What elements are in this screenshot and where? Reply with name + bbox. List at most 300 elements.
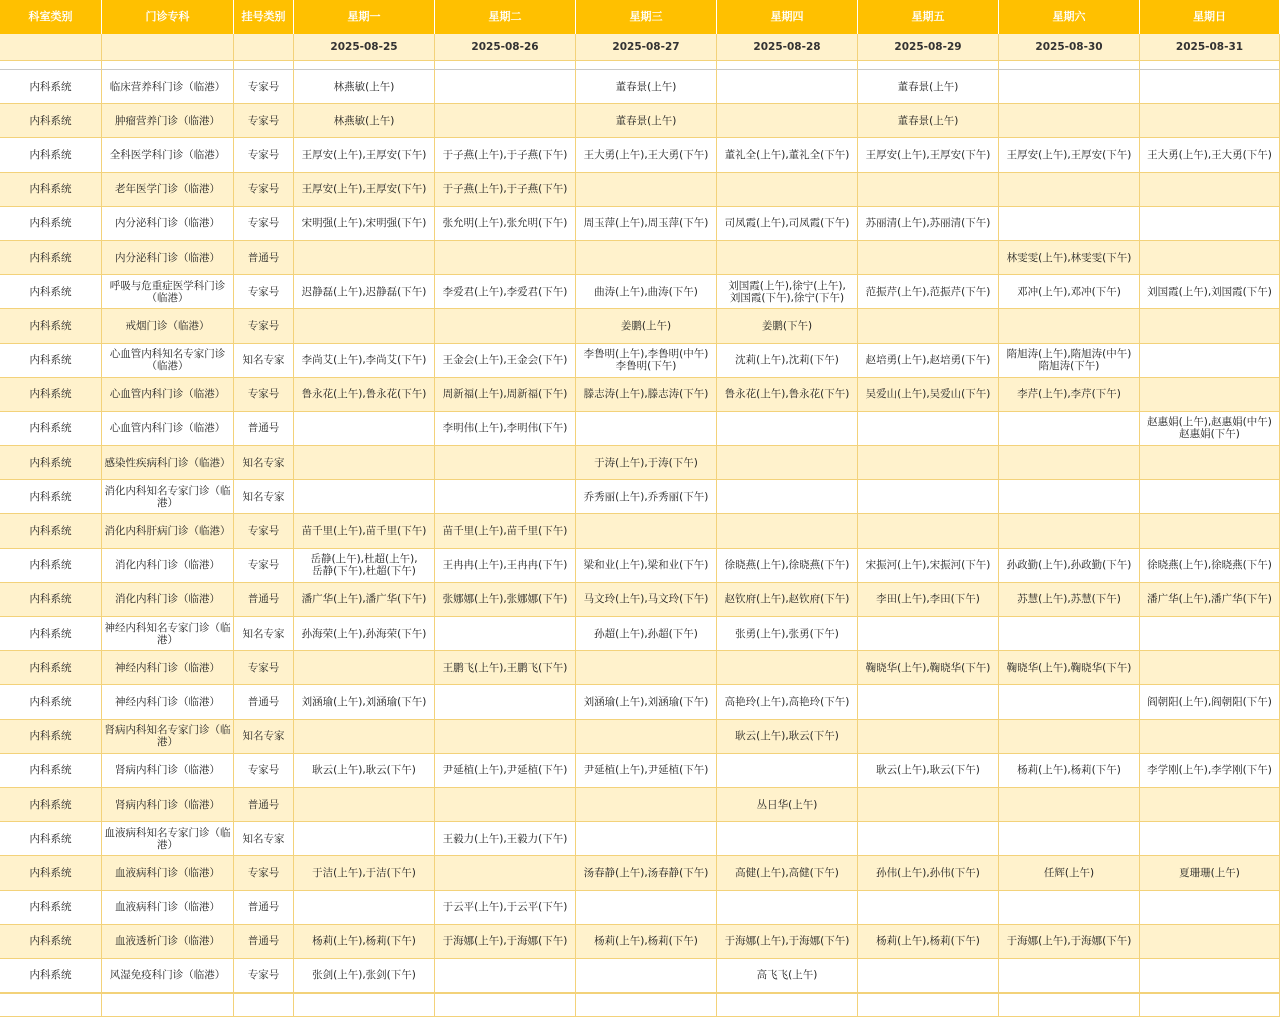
schedule-cell	[1140, 446, 1280, 480]
schedule-cell	[576, 514, 717, 548]
schedule-cell	[717, 651, 858, 685]
schedule-cell: 于海娜(上午),于海娜(下午)	[435, 925, 576, 959]
header-saturday: 星期六	[999, 0, 1140, 34]
schedule-cell: 任辉(上午)	[999, 856, 1140, 890]
schedule-cell	[1140, 241, 1280, 275]
schedule-cell: 汤春静(上午),汤春静(下午)	[576, 856, 717, 890]
empty-cell	[999, 993, 1140, 1017]
schedule-cell	[858, 891, 999, 925]
schedule-cell	[717, 514, 858, 548]
schedule-cell	[435, 685, 576, 719]
schedule-cell: 姜鹏(上午)	[576, 309, 717, 343]
schedule-cell	[435, 720, 576, 754]
schedule-cell: 王厚安(上午),王厚安(下午)	[294, 173, 435, 207]
schedule-cell	[999, 104, 1140, 138]
clinic-name-cell: 神经内科门诊（临港）	[102, 685, 234, 719]
schedule-cell: 刘涵瑜(上午),刘涵瑜(下午)	[576, 685, 717, 719]
schedule-cell: 于洁(上午),于洁(下午)	[294, 856, 435, 890]
schedule-cell	[999, 822, 1140, 856]
schedule-cell	[858, 480, 999, 514]
dept-category-cell: 内科系统	[0, 412, 102, 446]
schedule-cell	[999, 891, 1140, 925]
schedule-cell	[717, 412, 858, 446]
date-wednesday: 2025-08-27	[576, 34, 717, 61]
schedule-cell: 夏珊珊(上午)	[1140, 856, 1280, 890]
schedule-cell	[576, 822, 717, 856]
schedule-cell	[858, 446, 999, 480]
spacer	[234, 61, 294, 70]
dept-category-cell: 内科系统	[0, 720, 102, 754]
registration-type-cell: 专家号	[234, 549, 294, 583]
schedule-cell: 王厚安(上午),王厚安(下午)	[294, 138, 435, 172]
schedule-cell	[999, 309, 1140, 343]
spacer	[858, 61, 999, 70]
schedule-cell: 李田(上午),李田(下午)	[858, 583, 999, 617]
schedule-cell: 司凤霞(上午),司凤霞(下午)	[717, 207, 858, 241]
schedule-cell: 董春景(上午)	[576, 104, 717, 138]
schedule-cell	[717, 446, 858, 480]
dept-category-cell: 内科系统	[0, 788, 102, 822]
clinic-name-cell: 消化内科知名专家门诊（临港）	[102, 480, 234, 514]
date-sunday: 2025-08-31	[1140, 34, 1280, 61]
clinic-name-cell: 感染性疾病科门诊（临港）	[102, 446, 234, 480]
registration-type-cell: 专家号	[234, 514, 294, 548]
schedule-cell: 李芹(上午),李芹(下午)	[999, 378, 1140, 412]
clinic-name-cell: 内分泌科门诊（临港）	[102, 207, 234, 241]
schedule-cell	[858, 822, 999, 856]
schedule-cell: 李鲁明(上午),李鲁明(中午) 李鲁明(下午)	[576, 344, 717, 378]
schedule-cell	[999, 207, 1140, 241]
header-thursday: 星期四	[717, 0, 858, 34]
schedule-cell: 张剑(上午),张剑(下午)	[294, 959, 435, 993]
clinic-name-cell: 血液透析门诊（临港）	[102, 925, 234, 959]
header-sunday: 星期日	[1140, 0, 1280, 34]
dept-category-cell: 内科系统	[0, 685, 102, 719]
registration-type-cell: 知名专家	[234, 480, 294, 514]
registration-type-cell: 知名专家	[234, 446, 294, 480]
schedule-cell: 阎朝阳(上午),阎朝阳(下午)	[1140, 685, 1280, 719]
schedule-cell	[858, 241, 999, 275]
schedule-cell	[435, 788, 576, 822]
schedule-cell	[858, 685, 999, 719]
schedule-cell: 林雯雯(上午),林雯雯(下午)	[999, 241, 1140, 275]
schedule-cell	[999, 412, 1140, 446]
schedule-cell	[435, 617, 576, 651]
schedule-cell	[294, 241, 435, 275]
registration-type-cell: 专家号	[234, 138, 294, 172]
dept-category-cell: 内科系统	[0, 309, 102, 343]
schedule-cell	[576, 720, 717, 754]
schedule-cell: 尹延植(上午),尹延植(下午)	[576, 754, 717, 788]
schedule-cell: 刘涵瑜(上午),刘涵瑜(下午)	[294, 685, 435, 719]
schedule-cell: 王毅力(上午),王毅力(下午)	[435, 822, 576, 856]
schedule-cell	[576, 788, 717, 822]
schedule-cell: 高飞飞(上午)	[717, 959, 858, 993]
schedule-cell: 刘国霞(上午),徐宁(上午), 刘国霞(下午),徐宁(下午)	[717, 275, 858, 309]
schedule-cell	[1140, 720, 1280, 754]
date-row-blank	[102, 34, 234, 61]
schedule-cell	[1140, 104, 1280, 138]
schedule-cell: 梁和业(上午),梁和业(下午)	[576, 549, 717, 583]
dept-category-cell: 内科系统	[0, 344, 102, 378]
schedule-cell	[1140, 822, 1280, 856]
schedule-cell: 鲁永花(上午),鲁永花(下午)	[717, 378, 858, 412]
spacer	[1140, 61, 1280, 70]
schedule-cell	[858, 173, 999, 207]
schedule-cell: 耿云(上午),耿云(下午)	[717, 720, 858, 754]
schedule-cell: 鲁永花(上午),鲁永花(下午)	[294, 378, 435, 412]
clinic-name-cell: 全科医学科门诊（临港）	[102, 138, 234, 172]
schedule-cell: 岳静(上午),杜超(上午), 岳静(下午),杜超(下午)	[294, 549, 435, 583]
schedule-cell	[999, 173, 1140, 207]
schedule-cell: 李尚艾(上午),李尚艾(下午)	[294, 344, 435, 378]
dept-category-cell: 内科系统	[0, 549, 102, 583]
clinic-name-cell: 肾病内科门诊（临港）	[102, 788, 234, 822]
registration-type-cell: 专家号	[234, 275, 294, 309]
schedule-cell: 王大勇(上午),王大勇(下午)	[576, 138, 717, 172]
date-thursday: 2025-08-28	[717, 34, 858, 61]
schedule-cell: 王大勇(上午),王大勇(下午)	[1140, 138, 1280, 172]
schedule-cell: 于子燕(上午),于子燕(下午)	[435, 138, 576, 172]
dept-category-cell: 内科系统	[0, 822, 102, 856]
schedule-cell	[858, 720, 999, 754]
schedule-cell: 王鹏飞(上午),王鹏飞(下午)	[435, 651, 576, 685]
schedule-cell	[858, 412, 999, 446]
clinic-name-cell: 血液病科门诊（临港）	[102, 856, 234, 890]
schedule-cell: 沈莉(上午),沈莉(下午)	[717, 344, 858, 378]
dept-category-cell: 内科系统	[0, 275, 102, 309]
schedule-cell	[858, 788, 999, 822]
dept-category-cell: 内科系统	[0, 617, 102, 651]
schedule-cell: 范振芹(上午),范振芹(下午)	[858, 275, 999, 309]
schedule-cell: 董春景(上午)	[858, 70, 999, 104]
schedule-cell: 周玉萍(上午),周玉萍(下午)	[576, 207, 717, 241]
dept-category-cell: 内科系统	[0, 138, 102, 172]
empty-cell	[234, 993, 294, 1017]
dept-category-cell: 内科系统	[0, 104, 102, 138]
registration-type-cell: 专家号	[234, 378, 294, 412]
schedule-cell	[1140, 514, 1280, 548]
schedule-cell	[1140, 344, 1280, 378]
schedule-cell: 姜鹏(下午)	[717, 309, 858, 343]
schedule-cell: 孙政勤(上午),孙政勤(下午)	[999, 549, 1140, 583]
clinic-name-cell: 内分泌科门诊（临港）	[102, 241, 234, 275]
schedule-cell: 周新福(上午),周新福(下午)	[435, 378, 576, 412]
schedule-cell	[717, 754, 858, 788]
empty-cell	[717, 993, 858, 1017]
registration-type-cell: 专家号	[234, 959, 294, 993]
schedule-cell: 于云平(上午),于云平(下午)	[435, 891, 576, 925]
schedule-cell	[1140, 309, 1280, 343]
schedule-cell: 孙伟(上午),孙伟(下午)	[858, 856, 999, 890]
schedule-cell	[999, 720, 1140, 754]
schedule-cell	[999, 446, 1140, 480]
schedule-cell: 丛日华(上午)	[717, 788, 858, 822]
schedule-cell	[1140, 70, 1280, 104]
schedule-cell	[1140, 651, 1280, 685]
schedule-cell: 赵钦府(上午),赵钦府(下午)	[717, 583, 858, 617]
registration-type-cell: 专家号	[234, 856, 294, 890]
schedule-cell	[1140, 207, 1280, 241]
empty-cell	[0, 993, 102, 1017]
schedule-cell: 隋旭涛(上午),隋旭涛(中午) 隋旭涛(下午)	[999, 344, 1140, 378]
clinic-name-cell: 肾病内科知名专家门诊（临港）	[102, 720, 234, 754]
schedule-cell	[1140, 891, 1280, 925]
schedule-cell: 杨莉(上午),杨莉(下午)	[858, 925, 999, 959]
schedule-cell: 滕志涛(上午),滕志涛(下午)	[576, 378, 717, 412]
registration-type-cell: 普通号	[234, 891, 294, 925]
clinic-name-cell: 血液病科门诊（临港）	[102, 891, 234, 925]
schedule-cell	[717, 480, 858, 514]
clinic-name-cell: 消化内科肝病门诊（临港）	[102, 514, 234, 548]
schedule-cell: 林燕敏(上午)	[294, 104, 435, 138]
clinic-name-cell: 心血管内科门诊（临港）	[102, 412, 234, 446]
empty-cell	[576, 993, 717, 1017]
schedule-cell	[576, 241, 717, 275]
spacer	[294, 61, 435, 70]
schedule-cell	[576, 959, 717, 993]
schedule-cell: 董春景(上午)	[858, 104, 999, 138]
dept-category-cell: 内科系统	[0, 514, 102, 548]
schedule-cell: 林燕敏(上午)	[294, 70, 435, 104]
schedule-cell: 张允明(上午),张允明(下午)	[435, 207, 576, 241]
schedule-cell: 张娜娜(上午),张娜娜(下午)	[435, 583, 576, 617]
schedule-cell	[717, 241, 858, 275]
schedule-cell: 迟静磊(上午),迟静磊(下午)	[294, 275, 435, 309]
clinic-name-cell: 消化内科门诊（临港）	[102, 583, 234, 617]
schedule-cell	[435, 446, 576, 480]
spacer	[999, 61, 1140, 70]
clinic-name-cell: 血液病科知名专家门诊（临港）	[102, 822, 234, 856]
spacer	[435, 61, 576, 70]
schedule-cell	[999, 685, 1140, 719]
schedule-cell	[717, 104, 858, 138]
schedule-cell	[717, 70, 858, 104]
schedule-cell: 高艳玲(上午),高艳玲(下午)	[717, 685, 858, 719]
schedule-cell: 高健(上午),高健(下午)	[717, 856, 858, 890]
schedule-cell: 李爱君(上午),李爱君(下午)	[435, 275, 576, 309]
schedule-cell: 徐晓燕(上午),徐晓燕(下午)	[1140, 549, 1280, 583]
empty-cell	[435, 993, 576, 1017]
schedule-cell: 苏丽清(上午),苏丽清(下午)	[858, 207, 999, 241]
schedule-cell	[294, 822, 435, 856]
schedule-cell	[1140, 788, 1280, 822]
registration-type-cell: 专家号	[234, 754, 294, 788]
registration-type-cell: 专家号	[234, 207, 294, 241]
schedule-cell: 孙超(上午),孙超(下午)	[576, 617, 717, 651]
schedule-cell: 杨莉(上午),杨莉(下午)	[576, 925, 717, 959]
clinic-name-cell: 心血管内科知名专家门诊（临港）	[102, 344, 234, 378]
schedule-cell	[1140, 617, 1280, 651]
schedule-cell: 王厚安(上午),王厚安(下午)	[999, 138, 1140, 172]
schedule-cell: 刘国霞(上午),刘国霞(下午)	[1140, 275, 1280, 309]
schedule-cell: 乔秀丽(上午),乔秀丽(下午)	[576, 480, 717, 514]
schedule-cell	[576, 412, 717, 446]
schedule-cell: 耿云(上午),耿云(下午)	[294, 754, 435, 788]
schedule-cell	[576, 173, 717, 207]
schedule-cell: 王厚安(上午),王厚安(下午)	[858, 138, 999, 172]
schedule-cell: 赵惠娟(上午),赵惠娟(中午) 赵惠娟(下午)	[1140, 412, 1280, 446]
schedule-cell: 王冉冉(上午),王冉冉(下午)	[435, 549, 576, 583]
registration-type-cell: 专家号	[234, 309, 294, 343]
schedule-cell	[435, 856, 576, 890]
schedule-cell	[717, 891, 858, 925]
schedule-cell: 徐晓燕(上午),徐晓燕(下午)	[717, 549, 858, 583]
schedule-cell: 鞠晓华(上午),鞠晓华(下午)	[858, 651, 999, 685]
clinic-name-cell: 神经内科知名专家门诊（临港）	[102, 617, 234, 651]
schedule-cell	[435, 480, 576, 514]
schedule-cell: 苏慧(上午),苏慧(下午)	[999, 583, 1140, 617]
schedule-cell: 邓冲(上午),邓冲(下午)	[999, 275, 1140, 309]
schedule-cell	[294, 412, 435, 446]
schedule-cell	[294, 788, 435, 822]
registration-type-cell: 专家号	[234, 104, 294, 138]
schedule-cell	[717, 822, 858, 856]
header-friday: 星期五	[858, 0, 999, 34]
schedule-cell	[294, 446, 435, 480]
schedule-cell	[294, 480, 435, 514]
date-tuesday: 2025-08-26	[435, 34, 576, 61]
schedule-cell	[999, 617, 1140, 651]
registration-type-cell: 普通号	[234, 241, 294, 275]
schedule-cell: 于海娜(上午),于海娜(下午)	[717, 925, 858, 959]
clinic-name-cell: 风湿免疫科门诊（临港）	[102, 959, 234, 993]
dept-category-cell: 内科系统	[0, 754, 102, 788]
dept-category-cell: 内科系统	[0, 207, 102, 241]
dept-category-cell: 内科系统	[0, 446, 102, 480]
empty-cell	[102, 993, 234, 1017]
schedule-cell: 于涛(上午),于涛(下午)	[576, 446, 717, 480]
schedule-cell: 董礼全(上午),董礼全(下午)	[717, 138, 858, 172]
clinic-name-cell: 戒烟门诊（临港）	[102, 309, 234, 343]
schedule-cell: 孙海荣(上午),孙海荣(下午)	[294, 617, 435, 651]
schedule-cell: 苗千里(上午),苗千里(下午)	[435, 514, 576, 548]
schedule-cell	[435, 70, 576, 104]
schedule-cell	[1140, 378, 1280, 412]
registration-type-cell: 知名专家	[234, 720, 294, 754]
schedule-cell	[999, 788, 1140, 822]
schedule-cell: 鞠晓华(上午),鞠晓华(下午)	[999, 651, 1140, 685]
date-friday: 2025-08-29	[858, 34, 999, 61]
schedule-cell	[435, 309, 576, 343]
schedule-cell: 赵培勇(上午),赵培勇(下午)	[858, 344, 999, 378]
schedule-cell: 张勇(上午),张勇(下午)	[717, 617, 858, 651]
schedule-cell	[576, 651, 717, 685]
spacer	[576, 61, 717, 70]
schedule-cell: 李明伟(上午),李明伟(下午)	[435, 412, 576, 446]
registration-type-cell: 普通号	[234, 583, 294, 617]
schedule-cell: 耿云(上午),耿云(下午)	[858, 754, 999, 788]
schedule-cell	[576, 891, 717, 925]
header-dept-category: 科室类别	[0, 0, 102, 34]
date-row-blank	[234, 34, 294, 61]
registration-type-cell: 普通号	[234, 412, 294, 446]
schedule-cell	[294, 651, 435, 685]
schedule-cell: 马文玲(上午),马文玲(下午)	[576, 583, 717, 617]
schedule-cell: 宋明强(上午),宋明强(下午)	[294, 207, 435, 241]
schedule-cell	[1140, 173, 1280, 207]
schedule-cell	[858, 514, 999, 548]
registration-type-cell: 普通号	[234, 925, 294, 959]
schedule-cell: 王金会(上午),王金会(下午)	[435, 344, 576, 378]
schedule-cell	[1140, 959, 1280, 993]
schedule-cell	[717, 173, 858, 207]
schedule-cell	[999, 959, 1140, 993]
schedule-cell: 董春景(上午)	[576, 70, 717, 104]
schedule-cell	[858, 959, 999, 993]
schedule-cell: 曲涛(上午),曲涛(下午)	[576, 275, 717, 309]
schedule-cell	[999, 514, 1140, 548]
schedule-cell	[435, 104, 576, 138]
clinic-name-cell: 肿瘤营养门诊（临港）	[102, 104, 234, 138]
dept-category-cell: 内科系统	[0, 925, 102, 959]
clinic-name-cell: 呼吸与危重症医学科门诊（临港）	[102, 275, 234, 309]
schedule-cell: 宋振河(上午),宋振河(下午)	[858, 549, 999, 583]
dept-category-cell: 内科系统	[0, 856, 102, 890]
registration-type-cell: 知名专家	[234, 617, 294, 651]
spacer	[0, 61, 102, 70]
schedule-cell: 杨莉(上午),杨莉(下午)	[294, 925, 435, 959]
dept-category-cell: 内科系统	[0, 959, 102, 993]
clinic-name-cell: 神经内科门诊（临港）	[102, 651, 234, 685]
header-tuesday: 星期二	[435, 0, 576, 34]
schedule-cell	[294, 891, 435, 925]
schedule-cell	[435, 241, 576, 275]
registration-type-cell: 知名专家	[234, 822, 294, 856]
registration-type-cell: 普通号	[234, 788, 294, 822]
schedule-cell	[999, 480, 1140, 514]
schedule-cell	[435, 959, 576, 993]
clinic-name-cell: 临床营养科门诊（临港）	[102, 70, 234, 104]
empty-cell	[294, 993, 435, 1017]
schedule-cell	[294, 309, 435, 343]
dept-category-cell: 内科系统	[0, 378, 102, 412]
dept-category-cell: 内科系统	[0, 651, 102, 685]
schedule-cell: 潘广华(上午),潘广华(下午)	[1140, 583, 1280, 617]
registration-type-cell: 知名专家	[234, 344, 294, 378]
schedule-cell: 苗千里(上午),苗千里(下午)	[294, 514, 435, 548]
schedule-cell	[858, 617, 999, 651]
schedule-cell	[999, 70, 1140, 104]
registration-type-cell: 专家号	[234, 173, 294, 207]
schedule-cell: 吴爱山(上午),吴爱山(下午)	[858, 378, 999, 412]
schedule-cell: 于海娜(上午),于海娜(下午)	[999, 925, 1140, 959]
schedule-cell	[294, 720, 435, 754]
empty-cell	[858, 993, 999, 1017]
schedule-cell: 潘广华(上午),潘广华(下午)	[294, 583, 435, 617]
schedule-cell	[1140, 925, 1280, 959]
registration-type-cell: 专家号	[234, 651, 294, 685]
registration-type-cell: 专家号	[234, 70, 294, 104]
dept-category-cell: 内科系统	[0, 70, 102, 104]
header-monday: 星期一	[294, 0, 435, 34]
clinic-name-cell: 肾病内科门诊（临港）	[102, 754, 234, 788]
spacer	[102, 61, 234, 70]
date-row-blank	[0, 34, 102, 61]
schedule-cell: 杨莉(上午),杨莉(下午)	[999, 754, 1140, 788]
dept-category-cell: 内科系统	[0, 583, 102, 617]
registration-type-cell: 普通号	[234, 685, 294, 719]
clinic-name-cell: 老年医学门诊（临港）	[102, 173, 234, 207]
dept-category-cell: 内科系统	[0, 480, 102, 514]
dept-category-cell: 内科系统	[0, 173, 102, 207]
date-monday: 2025-08-25	[294, 34, 435, 61]
schedule-cell: 于子燕(上午),于子燕(下午)	[435, 173, 576, 207]
schedule-cell	[1140, 480, 1280, 514]
dept-category-cell: 内科系统	[0, 241, 102, 275]
spacer	[717, 61, 858, 70]
header-clinic: 门诊专科	[102, 0, 234, 34]
